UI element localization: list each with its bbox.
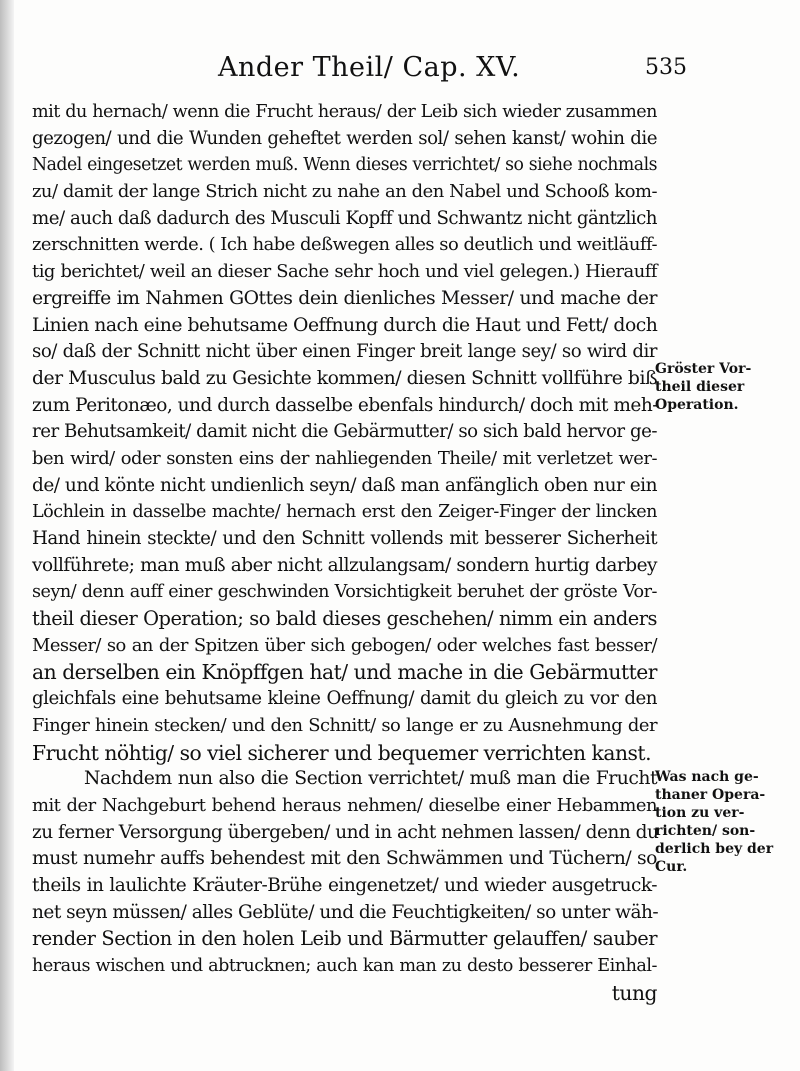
text-line: vollführete; man muß aber nicht allzulangsam/ sondern hurtig darbey: [32, 554, 657, 576]
text-line: mit der Nachgeburt behend heraus nehmen/ dieselbe einer Hebammen: [32, 794, 657, 816]
text-line: theil dieser Operation; so bald dieses geschehen/ nimm ein anders: [32, 607, 657, 631]
text-line: net seyn müssen/ alles Geblüte/ und die Feuchtigkeiten/ so unter wäh-: [32, 901, 659, 923]
text-line: Nadel eingesetzet werden muß. Wenn dieses verrichtet/ so siehe nochmals: [32, 155, 657, 176]
margin-note-line: Operation.: [655, 397, 739, 413]
margin-note-line: Gröster Vor-: [655, 361, 752, 377]
text-line: Messer/ so an der Spitzen über sich gebogen/ oder welches fast besser/: [32, 634, 657, 656]
text-line: zu/ damit der lange Strich nicht zu nahe an den Nabel und Schooß kom-: [32, 181, 657, 203]
text-line: ben wird/ oder sonsten eins der nahliegenden Theile/ mit verletzet wer-: [32, 447, 657, 469]
text-line: Nachdem nun also die Section verrichtet/ muß man die Frucht: [84, 768, 657, 790]
margin-note-line: theil dieser: [655, 379, 745, 395]
margin-note: [655, 768, 795, 876]
text-line: zerschnitten werde. ( Ich habe deßwegen alles so deutlich und weitläuff-: [32, 234, 657, 256]
text-line: de/ und könte nicht undienlich seyn/ daß man anfänglich oben nur ein: [32, 474, 657, 496]
margin-note-line: tion zu ver-: [655, 805, 745, 821]
text-line: seyn/ denn auff einer geschwinden Vorsichtigkeit beruhet der gröste Vor-: [32, 582, 657, 603]
text-line: Hand hinein steckte/ und den Schnitt vollends mit besserer Sicherheit: [32, 528, 657, 549]
text-line: mit du hernach/ wenn die Frucht heraus/ der Leib sich wieder zusammen: [32, 102, 657, 122]
text-line: heraus wischen und abtrucknen; auch kan man zu desto besserer Einhal-: [32, 956, 657, 976]
margin-note-line: Cur.: [655, 859, 688, 875]
body-text: [32, 99, 657, 1006]
text-line: theils in laulichte Kräuter-Brühe eingenetzet/ und wieder ausgetruck-: [32, 874, 657, 896]
catchword: tung: [611, 980, 657, 1005]
text-line: zu ferner Versorgung übergeben/ und in acht nehmen lassen/ denn du: [32, 821, 659, 843]
text-line: gezogen/ und die Wunden geheftet werden sol/ sehen kanst/ wohin die: [32, 127, 657, 149]
text-line: Finger hinein stecken/ und den Schnitt/ so lange er zu Ausnehmung der: [32, 714, 657, 736]
text-line: must numehr auffs behendest mit den Schwämmen und Tüchern/ so: [32, 848, 657, 870]
text-line: rer Behutsamkeit/ damit nicht die Gebärmutter/ so sich bald hervor ge-: [32, 421, 657, 443]
running-title: Ander Theil/ Cap. XV.: [218, 52, 521, 83]
margin-note: [655, 360, 795, 414]
text-line: zum Peritonæo, und durch dasselbe ebenfals hindurch/ doch mit meh-: [32, 394, 659, 416]
page-header: [40, 48, 687, 92]
page-number: 535: [645, 55, 687, 80]
text-line: tig berichtet/ weil an dieser Sache sehr hoch und viel gelegen.) Hierauff: [32, 261, 657, 283]
text-line: Löchlein in dasselbe machte/ hernach erst den Zeiger-Finger der lincken: [32, 502, 657, 523]
margin-note-line: richten/ son-: [655, 823, 756, 839]
text-line: Frucht nöhtig/ so viel sicherer und bequemer verrichten kanst.: [32, 740, 652, 765]
text-line: render Section in den holen Leib und Bärmutter gelauffen/ sauber: [32, 927, 657, 951]
text-line: an derselben ein Knöpffgen hat/ und mache in die Gebärmutter: [32, 660, 657, 685]
text-line: so/ daß der Schnitt nicht über einen Finger breit lange sey/ so wird dir: [32, 341, 657, 363]
text-line: gleichfals eine behutsame kleine Oeffnung/ damit du gleich zu vor den: [32, 688, 657, 710]
text-line: der Musculus bald zu Gesichte kommen/ diesen Schnitt vollführe biß: [32, 367, 657, 389]
text-line: ergreiffe im Nahmen GOttes dein dienliches Messer/ und mache der: [32, 287, 657, 309]
margin-note-line: derlich bey der: [655, 841, 774, 857]
margin-note-line: thaner Opera-: [655, 787, 766, 803]
text-line: me/ auch daß dadurch des Musculi Kopff und Schwantz nicht gäntzlich: [32, 207, 657, 229]
scan-edge-shadow: [0, 0, 14, 1071]
margin-note-line: Was nach ge-: [655, 769, 759, 785]
text-line: Linien nach eine behutsame Oeffnung durch die Haut und Fett/ doch: [32, 314, 658, 336]
